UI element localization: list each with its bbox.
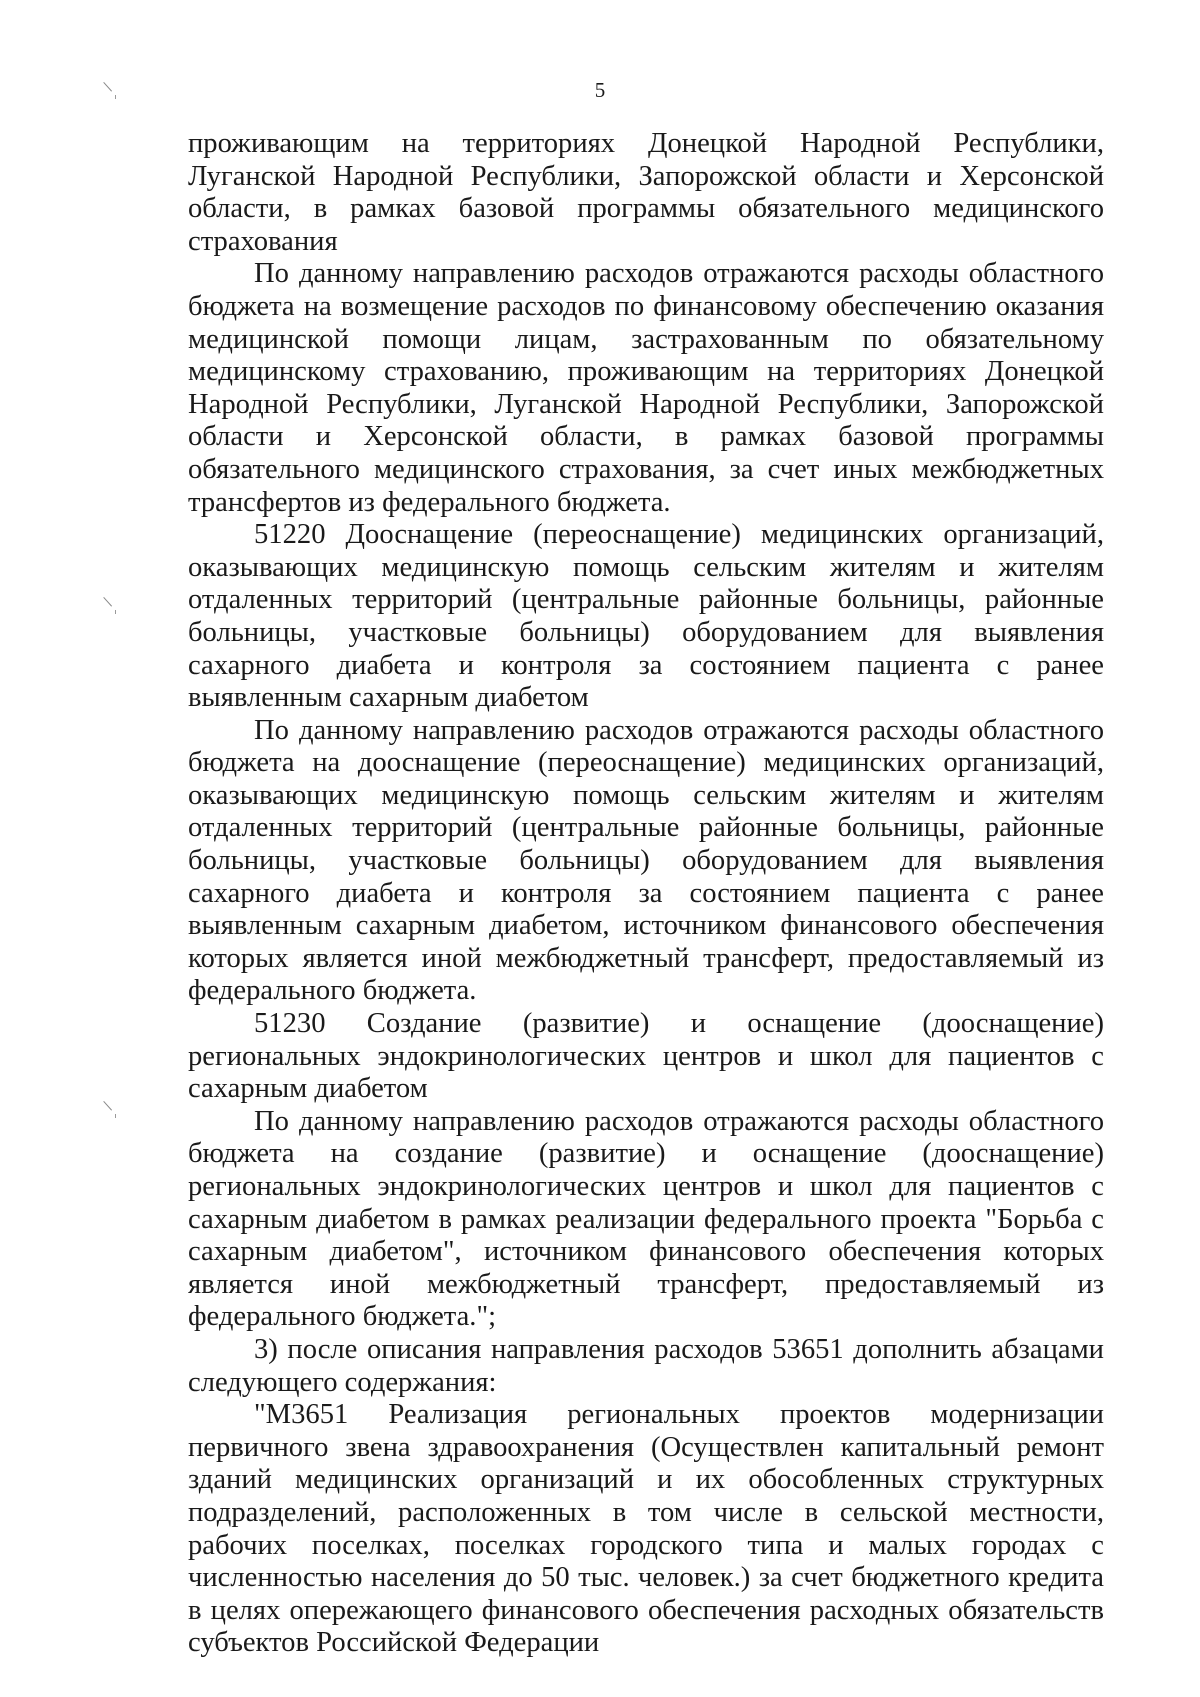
page-number: 5 xyxy=(594,78,606,102)
paragraph-expense-description: По данному направлению расходов отражаются расходы областного бюджета на создание (развитие) и оснащение (дооснащение) региональных эндокринологических центров и школ для пациентов с сахарным диабетом в рамках реализации федерального проекта "Борьба с сахарным диабетом", источником финансового обеспечения которых является иной межбюджетный трансферт, предоставляемый из федерального бюджета."; xyxy=(188,1105,1104,1333)
paragraph-code-51230: 51230 Создание (развитие) и оснащение (дооснащение) региональных эндокринологических центров и школ для пациентов с сахарным диабетом xyxy=(188,1008,1104,1105)
paragraph-continuation: проживающим на территориях Донецкой Народной Республики, Луганской Народной Республики, Запорожской области и Херсонской области, в рамках базовой программы обязательного медицинского страхования xyxy=(188,128,1104,257)
scan-margin-mark-middle xyxy=(104,597,118,615)
paragraph-code-51220: 51220 Дооснащение (переоснащение) медицинских организаций, оказывающих медицинскую помощь сельским жителям и жителям отдаленных территорий (центральные районные больницы, районные больницы, участковые больницы) оборудованием для выявления сахарного диабета и контроля за состоянием пациента с ранее выявленным сахарным диабетом xyxy=(188,519,1104,714)
paragraph-amendment-item-3: 3) после описания направления расходов 53651 дополнить абзацами следующего содержания: xyxy=(188,1333,1104,1398)
document-body xyxy=(188,128,1104,1660)
paragraph-code-m3651: "М3651 Реализация региональных проектов модернизации первичного звена здравоохранения (Осуществлен капитальный ремонт зданий медицинских организаций и их обособленных структурных подразделений, расположенных в том числе в сельской местности, рабочих поселках, поселках городского типа и малых городах с численностью населения до 50 тыс. человек.) за счет бюджетного кредита в целях опережающего финансового обеспечения расходных обязательств субъектов Российской Федерации xyxy=(188,1399,1104,1659)
paragraph-expense-description: По данному направлению расходов отражаются расходы областного бюджета на дооснащение (переоснащение) медицинских организаций, оказывающих медицинскую помощь сельским жителям и жителям отдаленных территорий (центральные районные больницы, районные больницы, участковые больницы) оборудованием для выявления сахарного диабета и контроля за состоянием пациента с ранее выявленным сахарным диабетом, источником финансового обеспечения которых является иной межбюджетный трансферт, предоставляемый из федерального бюджета. xyxy=(188,714,1104,1007)
scan-margin-mark-bottom xyxy=(104,1101,118,1119)
paragraph-expense-description: По данному направлению расходов отражаются расходы областного бюджета на возмещение расходов по финансовому обеспечению оказания медицинской помощи лицам, застрахованным по обязательному медицинскому страхованию, проживающим на территориях Донецкой Народной Республики, Луганской Народной Республики, Запорожской области и Херсонской области, в рамках базовой программы обязательного медицинского страхования, за счет иных межбюджетных трансфертов из федерального бюджета. xyxy=(188,258,1104,518)
